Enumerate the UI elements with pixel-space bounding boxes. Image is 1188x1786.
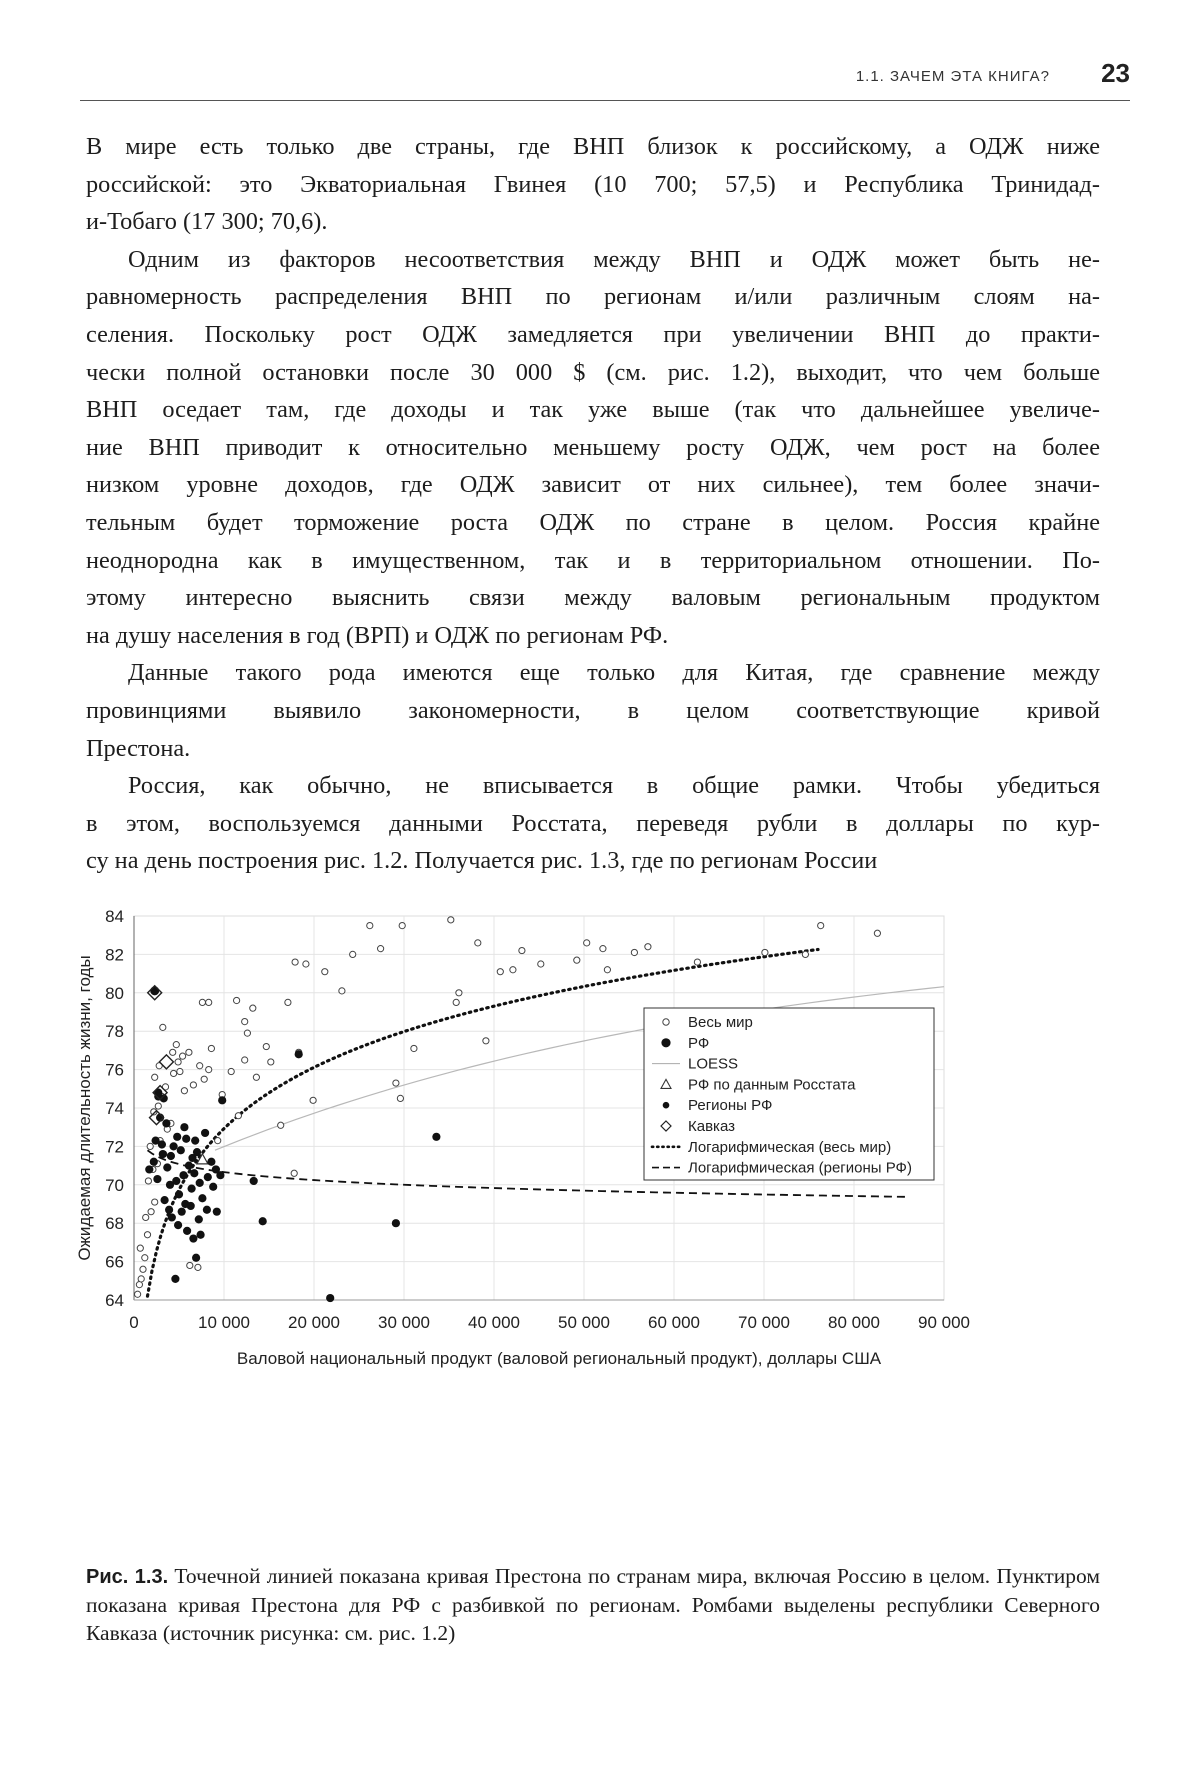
text-line: и-Тобаго (17 300; 70,6). bbox=[86, 208, 328, 236]
region-point bbox=[326, 1294, 334, 1302]
text-line: неоднородна как в имущественном, так и в территориальном отношении. По- bbox=[86, 546, 1100, 574]
region-point bbox=[170, 1142, 178, 1150]
world-point bbox=[292, 959, 298, 965]
world-point bbox=[874, 930, 880, 936]
world-point bbox=[175, 1059, 181, 1065]
header-rule bbox=[80, 100, 1130, 101]
caption-text: Точечной линией показана кривая Престона по странам мира, включая Россию в целом. Пунктиром показана кривая Престона для РФ с разбивкой по регионам. Ромбами выделены республики Северного Кавказа (источник рисунка: см. рис. 1.2) bbox=[86, 1564, 1100, 1645]
x-tick-label: 0 bbox=[129, 1313, 139, 1332]
page-header bbox=[80, 58, 1130, 106]
region-point bbox=[196, 1179, 204, 1187]
text-line: в этом, воспользуемся данными Росстата, переведя рубли в доллары по кур- bbox=[86, 809, 1100, 837]
region-point bbox=[197, 1231, 205, 1239]
world-point bbox=[136, 1282, 142, 1288]
region-point bbox=[191, 1137, 199, 1145]
region-point bbox=[188, 1154, 196, 1162]
world-point bbox=[171, 1070, 177, 1076]
legend-marker-rf bbox=[661, 1038, 670, 1047]
world-point bbox=[378, 946, 384, 952]
region-point bbox=[250, 1177, 258, 1185]
x-tick-label: 30 000 bbox=[378, 1313, 430, 1332]
text-line: этому интересно выяснить связи между валовым региональным продуктом bbox=[86, 584, 1100, 612]
world-point bbox=[208, 1045, 214, 1051]
region-point bbox=[181, 1200, 189, 1208]
region-point bbox=[153, 1175, 161, 1183]
world-point bbox=[140, 1266, 146, 1272]
running-head: 1.1. ЗАЧЕМ ЭТА КНИГА? bbox=[855, 68, 1050, 85]
world-point bbox=[135, 1291, 141, 1297]
paragraph bbox=[86, 654, 1100, 767]
world-point bbox=[147, 1143, 153, 1149]
world-point bbox=[144, 1232, 150, 1238]
region-point bbox=[189, 1234, 197, 1242]
world-point bbox=[278, 1122, 284, 1128]
world-point bbox=[206, 999, 212, 1005]
text-line: Престона. bbox=[86, 734, 191, 762]
world-point bbox=[199, 999, 205, 1005]
text-line: низком уровне доходов, где ОДЖ зависит от них сильнее), тем более значи- bbox=[86, 471, 1100, 499]
world-point bbox=[173, 1042, 179, 1048]
text-line: Одним из факторов несоответствия между ВНП и ОДЖ может быть не- bbox=[128, 245, 1100, 273]
world-point bbox=[242, 1057, 248, 1063]
y-axis-label: Ожидаемая длительность жизни, годы bbox=[75, 955, 94, 1261]
region-point bbox=[185, 1162, 193, 1170]
region-point bbox=[145, 1165, 153, 1173]
text-line: на душу населения в год (ВРП) и ОДЖ по регионам РФ. bbox=[86, 621, 669, 649]
region-point bbox=[259, 1217, 267, 1225]
world-point bbox=[142, 1255, 148, 1261]
world-point bbox=[475, 940, 481, 946]
x-axis-label: Валовой национальный продукт (валовой региональный продукт), доллары США bbox=[236, 1349, 882, 1368]
text-line: равномерность распределения ВНП по регионам и/или различным слоям на- bbox=[86, 283, 1100, 311]
world-point bbox=[143, 1214, 149, 1220]
legend-label: РФ по данным Росстата bbox=[688, 1076, 856, 1094]
y-tick-label: 84 bbox=[105, 907, 124, 926]
caption-label: Рис. 1.3. bbox=[86, 1566, 169, 1588]
region-point bbox=[432, 1133, 440, 1141]
region-point bbox=[179, 1171, 187, 1179]
world-point bbox=[645, 944, 651, 950]
region-point bbox=[166, 1181, 174, 1189]
region-point bbox=[209, 1183, 217, 1191]
region-point bbox=[167, 1152, 175, 1160]
paragraph bbox=[86, 128, 1100, 241]
world-point bbox=[350, 951, 356, 957]
region-point bbox=[198, 1194, 206, 1202]
world-point bbox=[181, 1088, 187, 1094]
world-point bbox=[574, 957, 580, 963]
x-tick-label: 40 000 bbox=[468, 1313, 520, 1332]
text-line: провинциями выявило закономерности, в целом соответствующие кривой bbox=[86, 696, 1100, 724]
x-tick-label: 10 000 bbox=[198, 1313, 250, 1332]
world-point bbox=[186, 1049, 192, 1055]
world-point bbox=[604, 967, 610, 973]
world-point bbox=[155, 1103, 161, 1109]
figure-1-3 bbox=[64, 900, 1124, 1560]
region-point bbox=[163, 1163, 171, 1171]
world-point bbox=[818, 923, 824, 929]
world-point bbox=[399, 923, 405, 929]
world-point bbox=[367, 923, 373, 929]
legend-label: LOESS bbox=[688, 1055, 739, 1073]
world-point bbox=[250, 1005, 256, 1011]
text-line: Россия, как обычно, не вписывается в общие рамки. Чтобы убедиться bbox=[128, 772, 1100, 800]
world-point bbox=[170, 1049, 176, 1055]
region-point bbox=[201, 1129, 209, 1137]
x-tick-label: 80 000 bbox=[828, 1313, 880, 1332]
world-point bbox=[497, 969, 503, 975]
text-line: российской: это Экваториальная Гвинея (10 700; 57,5) и Республика Тринидад- bbox=[86, 170, 1100, 198]
body-text bbox=[86, 128, 1100, 880]
y-tick-label: 80 bbox=[105, 983, 124, 1003]
region-point bbox=[213, 1208, 221, 1216]
legend-label: Кавказ bbox=[688, 1118, 735, 1135]
world-point bbox=[148, 1209, 154, 1215]
world-point bbox=[448, 917, 454, 923]
world-point bbox=[145, 1178, 151, 1184]
world-point bbox=[291, 1170, 297, 1176]
y-tick-label: 70 bbox=[105, 1175, 124, 1195]
world-point bbox=[322, 969, 328, 975]
region-point bbox=[165, 1206, 173, 1214]
world-point bbox=[235, 1113, 241, 1119]
region-point bbox=[152, 1137, 160, 1145]
world-point bbox=[206, 1067, 212, 1073]
region-point bbox=[295, 1050, 303, 1058]
y-tick-label: 68 bbox=[105, 1214, 124, 1234]
world-point bbox=[584, 940, 590, 946]
page-number: 23 bbox=[1101, 58, 1130, 88]
legend-label: Логарифмическая (регионы РФ) bbox=[688, 1159, 912, 1177]
world-point bbox=[600, 946, 606, 952]
region-point bbox=[183, 1227, 191, 1235]
world-point bbox=[187, 1262, 193, 1268]
region-point bbox=[178, 1208, 186, 1216]
text-line: чески полной остановки после 30 000 $ (см. рис. 1.2), выходит, что чем больше bbox=[86, 358, 1100, 386]
world-point bbox=[152, 1074, 158, 1080]
world-point bbox=[180, 1053, 186, 1059]
text-line: су на день построения рис. 1.2. Получается рис. 1.3, где по регионам России bbox=[86, 847, 878, 875]
region-point bbox=[150, 1158, 158, 1166]
world-point bbox=[190, 1082, 196, 1088]
world-point bbox=[268, 1059, 274, 1065]
region-point bbox=[188, 1185, 196, 1193]
world-point bbox=[456, 990, 462, 996]
world-point bbox=[201, 1076, 207, 1082]
y-tick-label: 78 bbox=[105, 1022, 124, 1042]
region-point bbox=[161, 1196, 169, 1204]
region-point bbox=[218, 1096, 226, 1104]
world-point bbox=[138, 1276, 144, 1282]
text-line: ВНП оседает там, где доходы и так уже выше (так что дальнейшее увеличе- bbox=[86, 396, 1100, 424]
y-tick-label: 72 bbox=[105, 1137, 124, 1157]
scatter-chart bbox=[64, 900, 1124, 1560]
legend-label: Регионы РФ bbox=[688, 1097, 773, 1115]
world-point bbox=[195, 1264, 201, 1270]
world-point bbox=[303, 961, 309, 967]
x-tick-label: 50 000 bbox=[558, 1313, 610, 1332]
region-point bbox=[190, 1169, 198, 1177]
region-point bbox=[177, 1146, 185, 1154]
world-point bbox=[152, 1199, 158, 1205]
region-point bbox=[159, 1150, 167, 1158]
text-line: В мире есть только две страны, где ВНП близок к российскому, а ОДЖ ниже bbox=[86, 133, 1100, 160]
world-point bbox=[483, 1038, 489, 1044]
y-tick-label: 82 bbox=[105, 945, 124, 965]
y-tick-label: 66 bbox=[105, 1252, 124, 1272]
paragraph bbox=[86, 767, 1100, 880]
region-point bbox=[168, 1213, 176, 1221]
world-point bbox=[137, 1245, 143, 1251]
text-line: ние ВНП приводит к относительно меньшему росту ОДЖ, чем рост на более bbox=[86, 433, 1100, 461]
text-line: селения. Поскольку рост ОДЖ замедляется при увеличении ВНП до практи- bbox=[86, 320, 1100, 348]
world-point bbox=[215, 1138, 221, 1144]
text-line: тельным будет торможение роста ОДЖ по стране в целом. Россия крайне bbox=[86, 508, 1100, 536]
x-tick-label: 90 000 bbox=[918, 1313, 970, 1332]
world-point bbox=[339, 988, 345, 994]
world-point bbox=[694, 959, 700, 965]
legend-label: Логарифмическая (весь мир) bbox=[688, 1138, 892, 1156]
world-point bbox=[393, 1080, 399, 1086]
region-point bbox=[173, 1133, 181, 1141]
world-point bbox=[160, 1024, 166, 1030]
world-point bbox=[234, 997, 240, 1003]
world-point bbox=[453, 999, 459, 1005]
legend-label: РФ bbox=[688, 1034, 710, 1052]
region-point bbox=[216, 1171, 224, 1179]
world-point bbox=[519, 947, 525, 953]
region-point bbox=[180, 1123, 188, 1131]
region-point bbox=[195, 1215, 203, 1223]
region-point bbox=[162, 1119, 170, 1127]
region-point bbox=[203, 1206, 211, 1214]
world-point bbox=[802, 951, 808, 957]
region-point bbox=[204, 1173, 212, 1181]
world-point bbox=[177, 1068, 183, 1074]
region-point bbox=[192, 1254, 200, 1262]
world-point bbox=[411, 1045, 417, 1051]
world-point bbox=[253, 1074, 259, 1080]
y-tick-label: 76 bbox=[105, 1060, 124, 1080]
region-point bbox=[171, 1275, 179, 1283]
y-tick-label: 74 bbox=[105, 1099, 124, 1118]
world-point bbox=[263, 1043, 269, 1049]
world-point bbox=[310, 1097, 316, 1103]
legend-marker-world bbox=[663, 1019, 669, 1025]
world-point bbox=[228, 1068, 234, 1074]
rf-point bbox=[150, 986, 159, 995]
x-tick-label: 20 000 bbox=[288, 1313, 340, 1332]
region-point bbox=[175, 1190, 183, 1198]
legend-marker-regions bbox=[663, 1102, 670, 1109]
world-point bbox=[762, 949, 768, 955]
region-point bbox=[207, 1158, 215, 1166]
world-point bbox=[244, 1030, 250, 1036]
legend-label: Весь мир bbox=[688, 1014, 753, 1031]
world-point bbox=[285, 999, 291, 1005]
world-point bbox=[197, 1063, 203, 1069]
text-line: Данные такого рода имеются еще только для Китая, где сравнение между bbox=[128, 659, 1100, 687]
region-point bbox=[182, 1135, 190, 1143]
region-point bbox=[392, 1219, 400, 1227]
region-point bbox=[174, 1221, 182, 1229]
figure-caption bbox=[86, 1562, 1100, 1647]
x-tick-label: 60 000 bbox=[648, 1313, 700, 1332]
world-point bbox=[538, 961, 544, 967]
x-tick-label: 70 000 bbox=[738, 1313, 790, 1332]
paragraph bbox=[86, 241, 1100, 655]
world-point bbox=[397, 1095, 403, 1101]
y-tick-label: 64 bbox=[105, 1291, 124, 1310]
world-point bbox=[242, 1019, 248, 1025]
world-point bbox=[510, 967, 516, 973]
world-point bbox=[631, 949, 637, 955]
